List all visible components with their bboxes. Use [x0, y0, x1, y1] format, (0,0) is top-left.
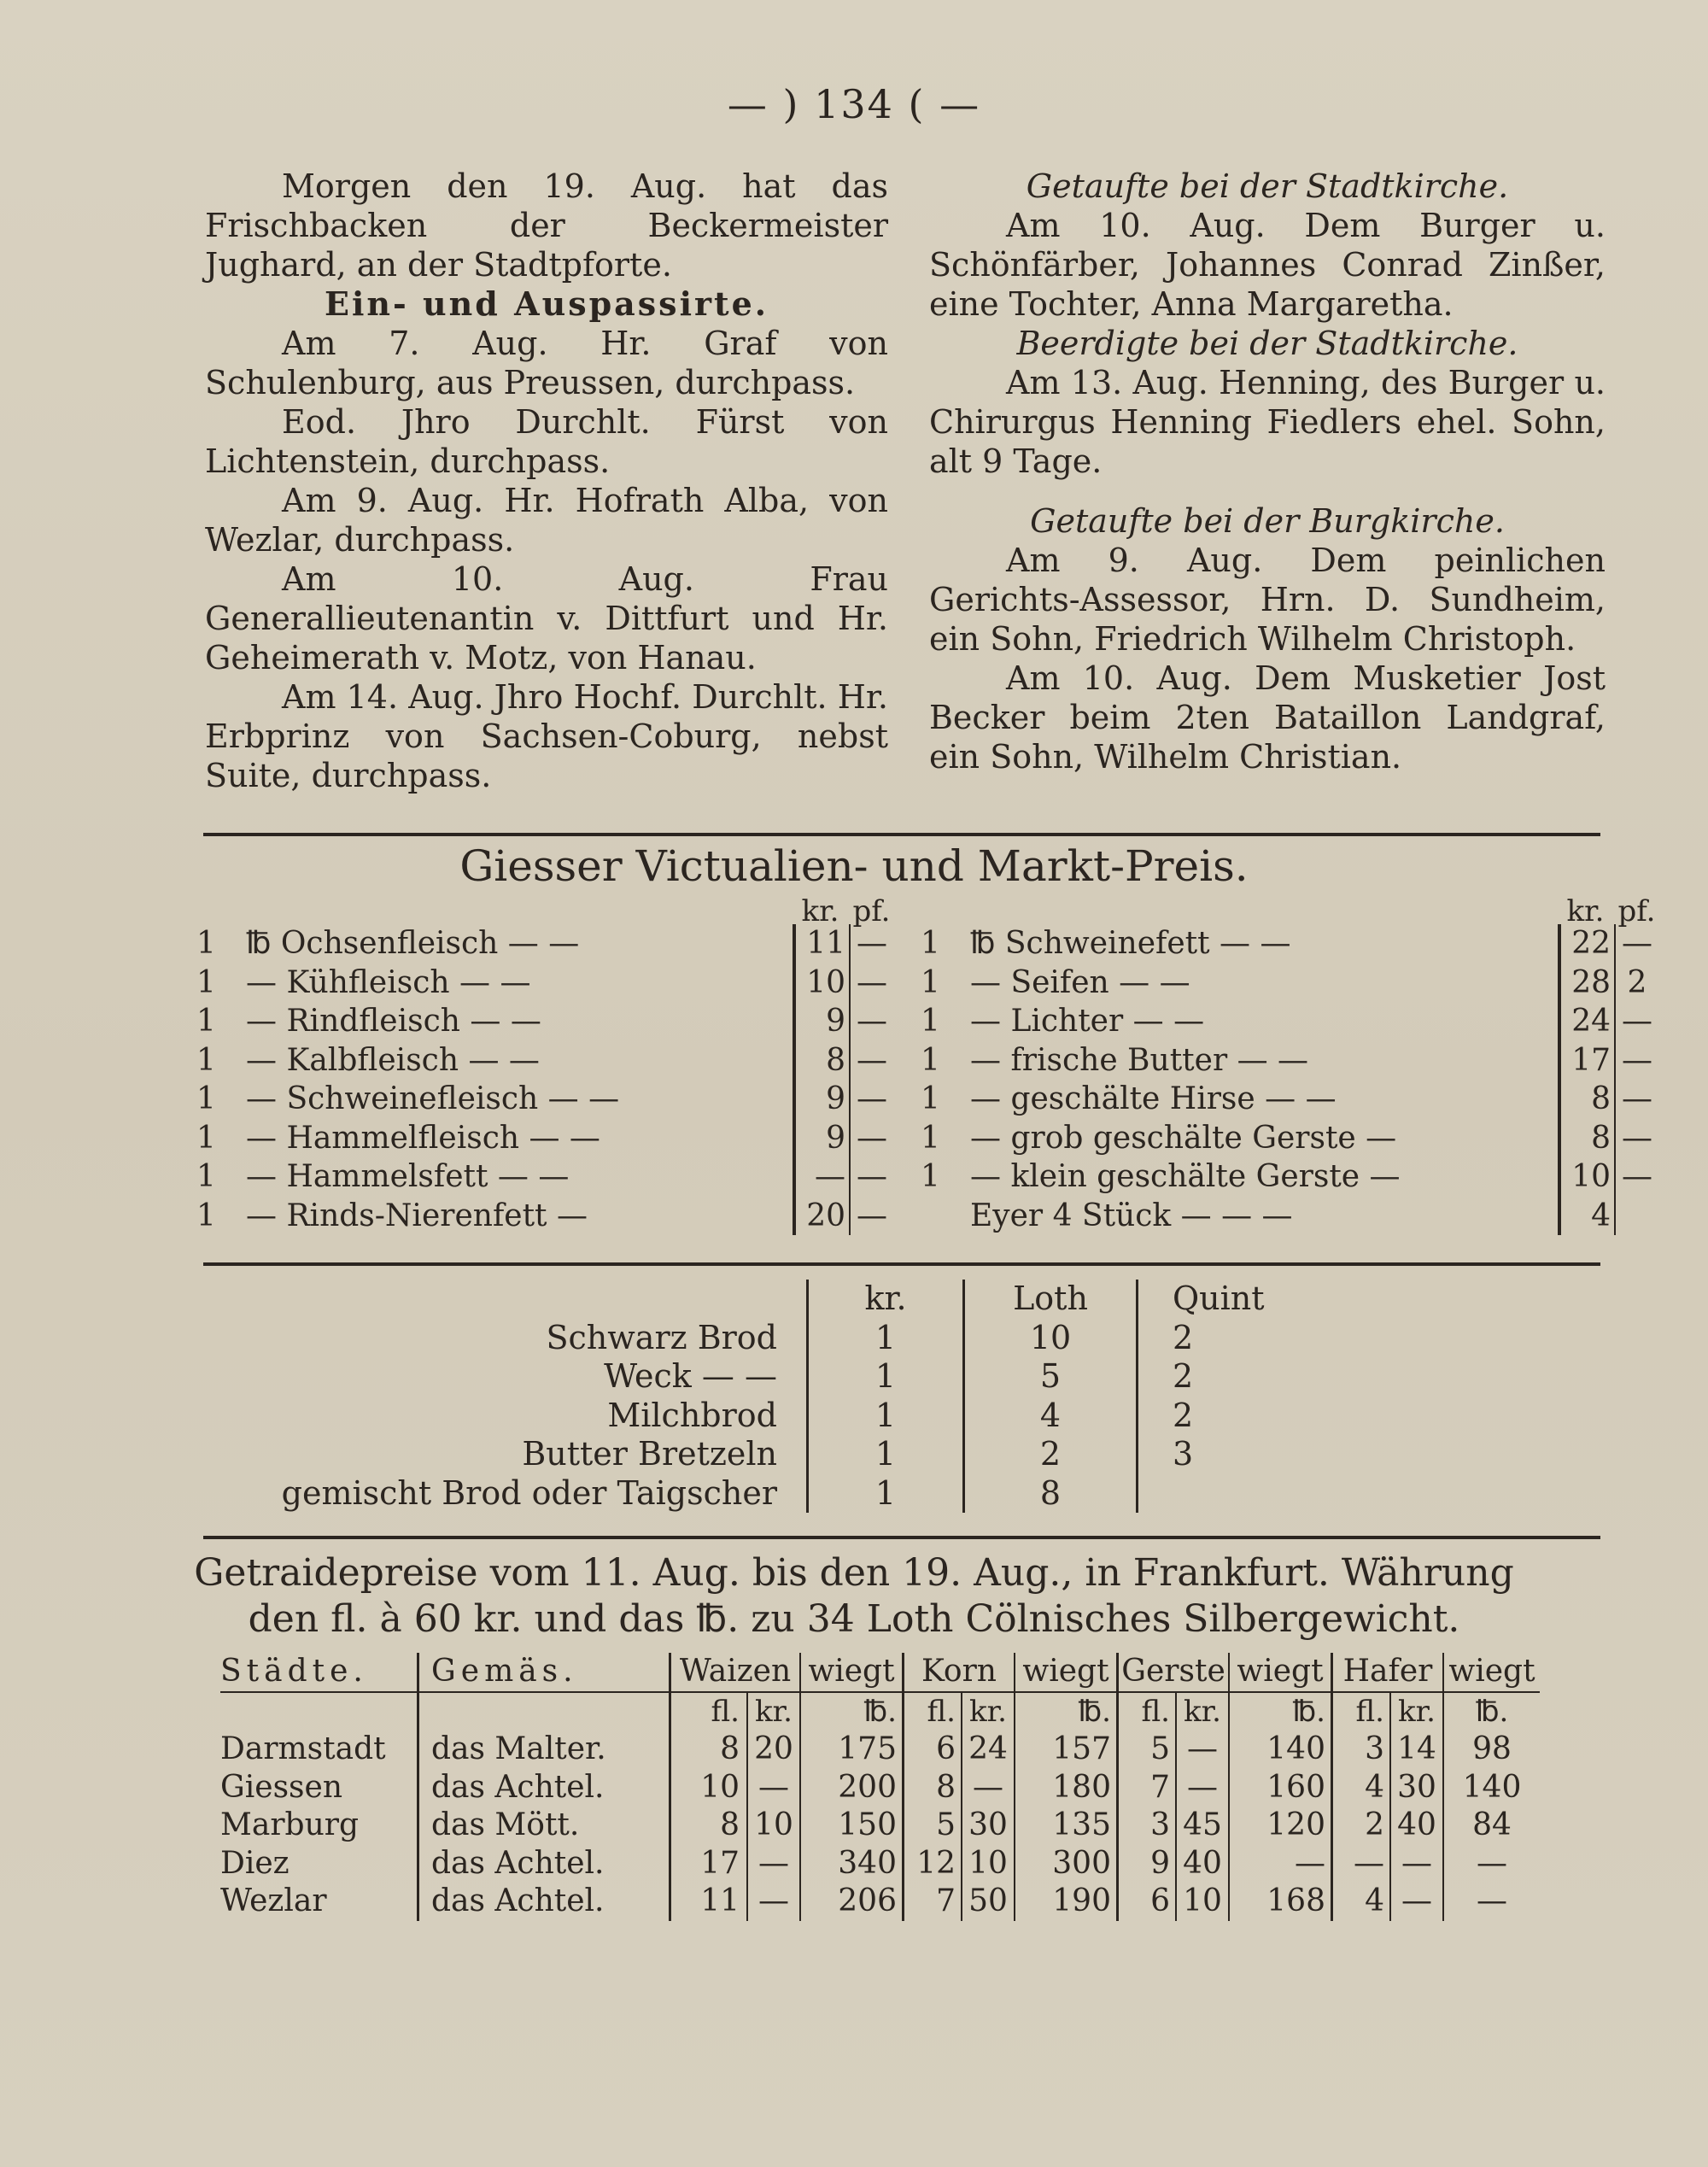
unit-lb: ℔.: [1015, 1692, 1118, 1731]
bread-kr: 1: [808, 1397, 964, 1436]
price-pf: —: [857, 1042, 887, 1078]
bread-quint: 3: [1173, 1435, 1194, 1473]
unit-lb: ℔.: [800, 1692, 904, 1731]
korn-kr: 30: [962, 1807, 1015, 1845]
divider-rule: [203, 1536, 1600, 1539]
item-name: — frische Butter — —: [970, 1042, 1309, 1078]
measure-header: Gemäs.: [418, 1653, 670, 1692]
price-kr: 9: [794, 1002, 850, 1041]
item-name: Eyer 4 Stück — — —: [970, 1198, 1293, 1233]
bread-name: Butter Bretzeln: [522, 1435, 777, 1473]
market-header-row: [921, 899, 1658, 924]
register-entry: Am 10. Aug. Dem Musketier Jost Becker beim 2ten Bataillon Landgraf, ein Sohn, Wilhelm Christian.: [929, 659, 1606, 776]
unit-lb: ℔.: [1229, 1692, 1332, 1731]
bread-loth: 4: [964, 1397, 1138, 1436]
gerste-fl: 6: [1118, 1883, 1177, 1921]
gerste-kr: 10: [1176, 1883, 1229, 1921]
price-pf: —: [1622, 1120, 1652, 1156]
quantity: 1: [921, 1159, 940, 1194]
waizen-kr: —: [747, 1769, 800, 1807]
quantity: 1: [196, 1081, 216, 1116]
unit-kr: kr.: [962, 1692, 1015, 1731]
grain-row: [220, 1845, 1540, 1883]
market-row: [196, 963, 893, 1003]
market-row: [196, 1119, 893, 1158]
bread-row: [248, 1397, 1309, 1436]
grain-header-row: [220, 1653, 1540, 1692]
bread-loth: 5: [964, 1357, 1138, 1397]
korn-weight: 135: [1015, 1807, 1118, 1845]
hafer-fl: 2: [1332, 1807, 1391, 1845]
bread-name: gemischt Brod oder Taigscher: [281, 1473, 777, 1512]
price-kr: 9: [794, 1119, 850, 1158]
price-pf: —: [857, 1198, 887, 1233]
korn-fl: 12: [904, 1845, 962, 1883]
divider-rule: [203, 1262, 1600, 1266]
price-pf: [1615, 1197, 1658, 1236]
waizen-kr: 10: [747, 1807, 800, 1845]
waizen-kr: —: [747, 1845, 800, 1883]
item-name: — Kalbfleisch — —: [246, 1042, 540, 1078]
waizen-fl: 8: [670, 1807, 748, 1845]
grain-row: [220, 1769, 1540, 1807]
price-kr: 22: [1559, 924, 1615, 963]
bread-kr-header: kr.: [808, 1280, 964, 1319]
hafer-kr: 40: [1390, 1807, 1443, 1845]
bread-kr: 1: [808, 1474, 964, 1514]
market-row: [921, 1002, 1658, 1041]
measure-unit: das Mött.: [418, 1807, 670, 1845]
hafer-header: Hafer: [1332, 1653, 1444, 1692]
item-name: — geschälte Hirse — —: [970, 1081, 1337, 1116]
price-kr: 17: [1559, 1041, 1615, 1081]
bread-price-table: [248, 1280, 1309, 1513]
quantity: 1: [196, 926, 216, 961]
gerste-fl: 3: [1118, 1807, 1177, 1845]
gerste-fl: 7: [1118, 1769, 1177, 1807]
price-pf: —: [857, 1120, 887, 1156]
market-price-title: Giesser Victualien- und Markt-Preis.: [459, 841, 1249, 891]
quantity: 1: [921, 964, 940, 1000]
korn-weight: 180: [1015, 1769, 1118, 1807]
section-heading-burials-stadtkirche: Beerdigte bei der Stadtkirche.: [1016, 325, 1518, 362]
market-header-row: [196, 899, 893, 924]
bread-header-row: [248, 1280, 1309, 1319]
korn-fl: 5: [904, 1807, 962, 1845]
bread-kr: 1: [808, 1319, 964, 1358]
price-pf: —: [1622, 1004, 1652, 1039]
quantity: 1: [196, 1120, 216, 1156]
register-entry: Am 10. Aug. Dem Burger u. Schönfärber, Johannes Conrad Zinßer, eine Tochter, Anna Margaretha.: [929, 207, 1606, 323]
measure-unit: das Malter.: [418, 1731, 670, 1769]
traveller-entry: Am 10. Aug. Frau Generallieutenantin v. Dittfurt und Hr. Geheimerath v. Motz, von Hanau.: [205, 560, 888, 676]
quantity: 1: [921, 926, 940, 961]
item-name: ℔ Ochsenfleisch — —: [246, 926, 580, 961]
quantity: 1: [921, 1081, 940, 1116]
measure-unit: das Achtel.: [418, 1883, 670, 1921]
city-name: Diez: [220, 1845, 418, 1883]
hafer-fl: 4: [1332, 1769, 1391, 1807]
unit-fl: fl.: [1332, 1692, 1391, 1731]
price-pf: —: [857, 964, 887, 1000]
register-entry: Am 9. Aug. Dem peinlichen Gerichts-Assessor, Hrn. D. Sundheim, ein Sohn, Friedrich Wilhelm Christoph.: [929, 542, 1606, 658]
item-name: — Schweinefleisch — —: [246, 1081, 620, 1116]
right-column: [929, 167, 1606, 776]
gerste-kr: —: [1176, 1769, 1229, 1807]
price-kr: —: [794, 1157, 850, 1197]
quantity: 1: [196, 964, 216, 1000]
market-table-right: [921, 894, 1658, 1235]
market-row: [921, 1080, 1658, 1119]
market-row: [921, 924, 1658, 963]
waizen-kr: —: [747, 1883, 800, 1921]
measure-unit: das Achtel.: [418, 1845, 670, 1883]
notice-frischbacken: Morgen den 19. Aug. hat das Frischbacken der Beckermeister Jughard, an der Stadtpforte.: [205, 167, 888, 284]
price-pf: —: [857, 926, 887, 961]
unit-fl: fl.: [904, 1692, 962, 1731]
weight-header: wiegt: [800, 1653, 904, 1692]
price-kr: 9: [794, 1080, 850, 1119]
item-name: — klein geschälte Gerste —: [970, 1159, 1401, 1194]
item-name: ℔ Schweinefett — —: [970, 926, 1291, 961]
market-row: [921, 1119, 1658, 1158]
bread-row: [248, 1474, 1309, 1514]
bread-loth: 2: [964, 1435, 1138, 1474]
market-row: [196, 924, 893, 963]
bread-kr: 1: [808, 1435, 964, 1474]
hafer-kr: —: [1390, 1883, 1443, 1921]
weight-header: wiegt: [1229, 1653, 1332, 1692]
bread-quint: 2: [1173, 1357, 1194, 1395]
item-name: — Hammelfleisch — —: [246, 1120, 600, 1156]
price-pf: —: [857, 1159, 887, 1194]
quantity: 1: [196, 1004, 216, 1039]
bread-quint: 2: [1173, 1318, 1194, 1356]
unit-kr: kr.: [1390, 1692, 1443, 1731]
gerste-header: Gerste: [1118, 1653, 1230, 1692]
city-name: Wezlar: [220, 1883, 418, 1921]
hafer-weight: 84: [1472, 1807, 1512, 1842]
market-table-left: [196, 894, 893, 1235]
bread-quint: 2: [1173, 1396, 1194, 1434]
waizen-weight: 175: [800, 1731, 904, 1769]
hafer-weight: —: [1477, 1883, 1507, 1918]
gerste-weight: 120: [1229, 1807, 1332, 1845]
price-pf: —: [1622, 1159, 1652, 1194]
traveller-entry: Am 7. Aug. Hr. Graf von Schulenburg, aus Preussen, durchpass.: [205, 325, 888, 401]
hafer-weight: 140: [1462, 1769, 1522, 1805]
unit-lb: ℔.: [1475, 1694, 1509, 1729]
divider-rule: [203, 833, 1600, 836]
korn-kr: 10: [962, 1845, 1015, 1883]
left-column: [205, 167, 888, 795]
bread-row: [248, 1319, 1309, 1358]
unit-kr: kr.: [1176, 1692, 1229, 1731]
section-heading-baptisms-stadtkirche: Getaufte bei der Stadtkirche.: [1026, 167, 1509, 205]
bread-row: [248, 1435, 1309, 1474]
page-number-header: — ) 134 ( —: [727, 81, 981, 127]
market-row: [921, 1197, 1658, 1236]
price-pf: —: [1622, 1042, 1652, 1078]
price-pf: —: [857, 1004, 887, 1039]
grain-row: [220, 1731, 1540, 1769]
weight-header: wiegt: [1015, 1653, 1118, 1692]
city-name: Giessen: [220, 1769, 418, 1807]
korn-fl: 7: [904, 1883, 962, 1921]
price-pf: —: [1622, 1081, 1652, 1116]
gerste-weight: 160: [1229, 1769, 1332, 1807]
grain-title-line2: den fl. à 60 kr. und das ℔. zu 34 Loth Cölnisches Silbergewicht.: [248, 1597, 1460, 1641]
pf-header: pf.: [1617, 894, 1656, 928]
korn-weight: 157: [1015, 1731, 1118, 1769]
gerste-kr: 40: [1176, 1845, 1229, 1883]
bread-name: Schwarz Brod: [546, 1318, 777, 1356]
price-kr: 10: [1559, 1157, 1615, 1197]
korn-kr: 24: [962, 1731, 1015, 1769]
item-name: — Seifen — —: [970, 964, 1190, 1000]
item-name: — grob geschälte Gerste —: [970, 1120, 1397, 1156]
price-kr: 10: [794, 963, 850, 1003]
traveller-entry: Eod. Jhro Durchlt. Fürst von Lichtenstein, durchpass.: [205, 403, 888, 480]
hafer-kr: 30: [1390, 1769, 1443, 1807]
market-row: [196, 1197, 893, 1236]
unit-kr: kr.: [747, 1692, 800, 1731]
grain-title-line1: Getraidepreise vom 11. Aug. bis den 19. Aug., in Frankfurt. Währung: [194, 1551, 1514, 1595]
hafer-kr: —: [1390, 1845, 1443, 1883]
quantity: 1: [921, 1004, 940, 1039]
bread-quint: [1138, 1474, 1310, 1514]
waizen-weight: 206: [800, 1883, 904, 1921]
waizen-weight: 340: [800, 1845, 904, 1883]
waizen-fl: 11: [670, 1883, 748, 1921]
price-kr: 11: [794, 924, 850, 963]
grain-row: [220, 1807, 1540, 1845]
weight-header: wiegt: [1443, 1653, 1540, 1692]
hafer-fl: 3: [1332, 1731, 1391, 1769]
city-name: Darmstadt: [220, 1731, 418, 1769]
bread-name: Milchbrod: [607, 1396, 777, 1434]
kr-header: kr.: [801, 894, 839, 928]
market-row: [196, 1002, 893, 1041]
hafer-weight: —: [1477, 1845, 1507, 1881]
item-name: — Lichter — —: [970, 1004, 1205, 1039]
market-row: [196, 1157, 893, 1197]
waizen-weight: 150: [800, 1807, 904, 1845]
unit-fl: fl.: [670, 1692, 748, 1731]
bread-loth: 10: [964, 1319, 1138, 1358]
price-kr: 8: [1559, 1119, 1615, 1158]
gerste-fl: 9: [1118, 1845, 1177, 1883]
gerste-weight: 168: [1229, 1883, 1332, 1921]
quantity: 1: [921, 1120, 940, 1156]
item-name: — Rinds-Nierenfett —: [246, 1198, 588, 1233]
price-kr: 8: [794, 1041, 850, 1081]
hafer-fl: 4: [1332, 1883, 1391, 1921]
traveller-entry: Am 14. Aug. Jhro Hochf. Durchlt. Hr. Erbprinz von Sachsen-Coburg, nebst Suite, durchpass.: [205, 678, 888, 794]
price-kr: 24: [1559, 1002, 1615, 1041]
register-entry: Am 13. Aug. Henning, des Burger u. Chirurgus Henning Fiedlers ehel. Sohn, alt 9 Tage.: [929, 364, 1606, 480]
korn-kr: —: [962, 1769, 1015, 1807]
unit-fl: fl.: [1118, 1692, 1177, 1731]
bread-row: [248, 1357, 1309, 1397]
quantity: [921, 1197, 970, 1236]
gerste-weight: —: [1229, 1845, 1332, 1883]
bread-loth: 8: [964, 1474, 1138, 1514]
hafer-fl: —: [1332, 1845, 1391, 1883]
waizen-header: Waizen: [670, 1653, 801, 1692]
item-name: — Rindfleisch — —: [246, 1004, 541, 1039]
hafer-kr: 14: [1390, 1731, 1443, 1769]
grain-units-row: [220, 1692, 1540, 1731]
gerste-fl: 5: [1118, 1731, 1177, 1769]
hafer-weight: 98: [1472, 1731, 1512, 1766]
quantity: 1: [196, 1042, 216, 1078]
city-name: Marburg: [220, 1807, 418, 1845]
bread-name: Weck — —: [604, 1357, 777, 1395]
quantity: 1: [196, 1198, 216, 1233]
price-pf: —: [857, 1081, 887, 1116]
grain-row: [220, 1883, 1540, 1921]
gerste-kr: —: [1176, 1731, 1229, 1769]
waizen-kr: 20: [747, 1731, 800, 1769]
market-row: [196, 1080, 893, 1119]
korn-weight: 300: [1015, 1845, 1118, 1883]
price-kr: 20: [794, 1197, 850, 1236]
market-row: [921, 1041, 1658, 1081]
measure-unit: das Achtel.: [418, 1769, 670, 1807]
price-kr: 8: [1559, 1080, 1615, 1119]
market-row: [921, 1157, 1658, 1197]
price-kr: 28: [1559, 963, 1615, 1003]
bread-kr: 1: [808, 1357, 964, 1397]
bread-quint-header: Quint: [1173, 1280, 1265, 1317]
waizen-fl: 17: [670, 1845, 748, 1883]
quantity: 1: [196, 1159, 216, 1194]
kr-header: kr.: [1566, 894, 1605, 928]
section-heading-travellers: Ein- und Auspassirte.: [325, 284, 769, 323]
waizen-weight: 200: [800, 1769, 904, 1807]
gerste-weight: 140: [1229, 1731, 1332, 1769]
korn-header: Korn: [904, 1653, 1015, 1692]
waizen-fl: 10: [670, 1769, 748, 1807]
city-header: Städte.: [220, 1653, 418, 1692]
price-kr: 4: [1559, 1197, 1615, 1236]
section-heading-baptisms-burgkirche: Getaufte bei der Burgkirche.: [1030, 502, 1505, 540]
gerste-kr: 45: [1176, 1807, 1229, 1845]
traveller-entry: Am 9. Aug. Hr. Hofrath Alba, von Wezlar, durchpass.: [205, 482, 888, 559]
price-pf: —: [1622, 926, 1652, 961]
market-row: [196, 1041, 893, 1081]
price-pf: 2: [1627, 964, 1647, 1000]
quantity: 1: [921, 1042, 940, 1078]
korn-fl: 8: [904, 1769, 962, 1807]
korn-fl: 6: [904, 1731, 962, 1769]
korn-kr: 50: [962, 1883, 1015, 1921]
market-row: [921, 963, 1658, 1003]
korn-weight: 190: [1015, 1883, 1118, 1921]
bread-loth-header: Loth: [964, 1280, 1138, 1319]
grain-price-table: [220, 1653, 1540, 1921]
pf-header: pf.: [852, 894, 891, 928]
waizen-fl: 8: [670, 1731, 748, 1769]
item-name: — Kühfleisch — —: [246, 964, 531, 1000]
item-name: — Hammelsfett — —: [246, 1159, 570, 1194]
